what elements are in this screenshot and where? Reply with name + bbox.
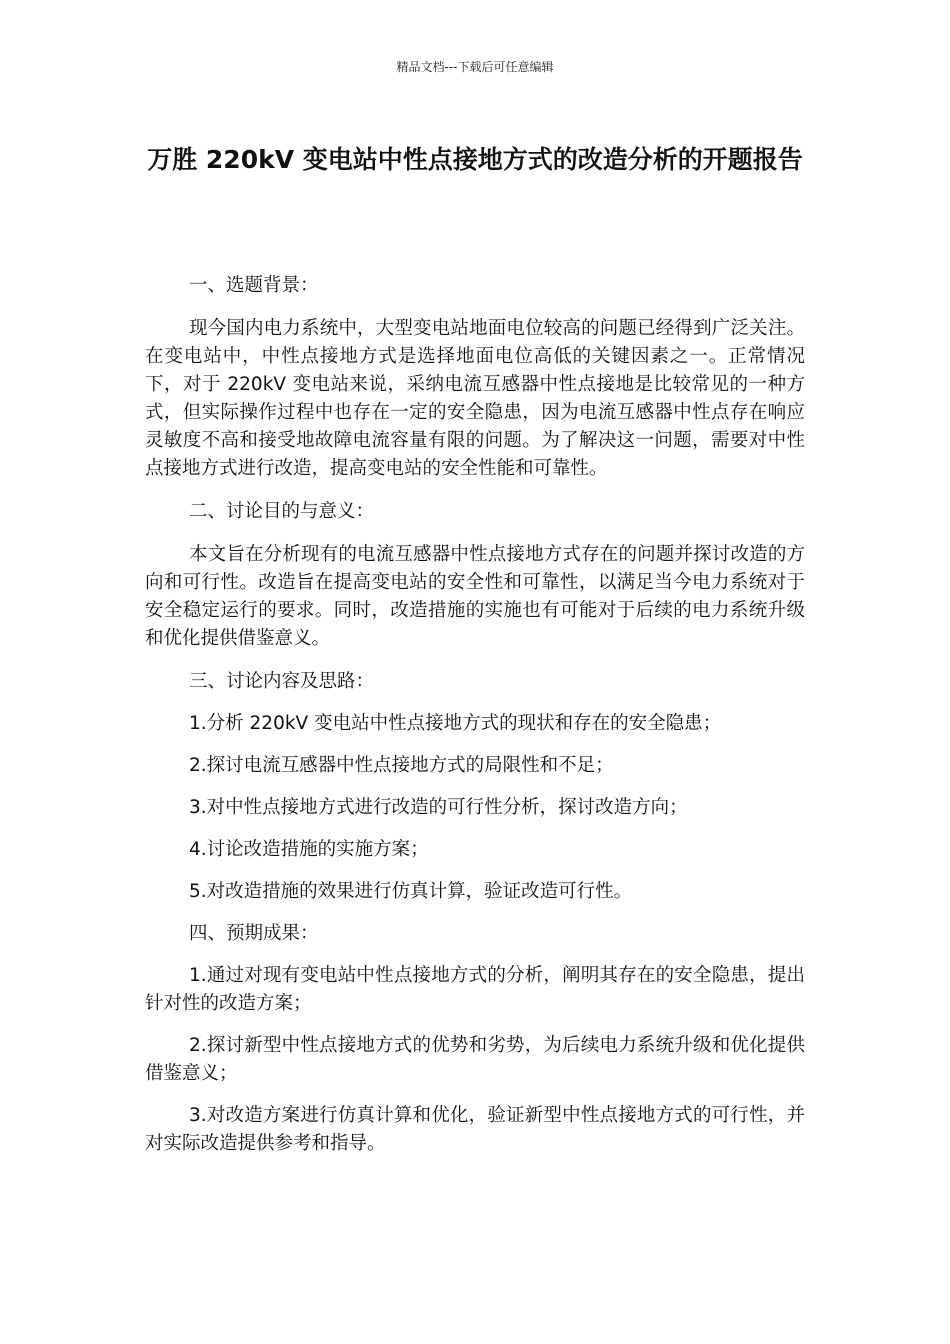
list-item-outcome-2: 2.探讨新型中性点接地方式的优势和劣势，为后续电力系统升级和优化提供借鉴意义； [145,1035,805,1084]
list-item-content-5: 5.对改造措施的效果进行仿真计算，验证改造可行性。 [189,881,633,902]
section-heading-background: 一、选题背景： [189,275,319,296]
section-heading-content: 三、讨论内容及思路： [189,671,375,692]
list-item-content-2: 2.探讨电流互感器中性点接地方式的局限性和不足； [189,755,614,776]
list-item-content-1: 1.分析 220kV 变电站中性点接地方式的现状和存在的安全隐患； [189,713,722,734]
page-header: 精品文档---下载后可任意编辑 [396,60,554,74]
list-item-outcome-1: 1.通过对现有变电站中性点接地方式的分析，阐明其存在的安全隐患，提出针对性的改造方案； [145,965,805,1014]
document-title: 万胜 220kV 变电站中性点接地方式的改造分析的开题报告 [147,145,803,174]
paragraph-background: 现今国内电力系统中，大型变电站地面电位较高的问题已经得到广泛关注。在变电站中，中性点接地方式是选择地面电位高低的关键因素之一。正常情况下，对于 220kV 变电站来说，采纳电流互感器中性点接地是比较常见的一种方式，但实际操作过程中也存在一定的安全隐患，因为电流互感器中性点存在响应灵敏度不高和接受地故障电流容量有限的问题。为了解决这一问题，需要对中性点接地方式进行改造，提高变电站的安全性能和可靠性。 [145,318,805,479]
section-heading-outcomes: 四、预期成果： [189,923,319,944]
section-heading-purpose: 二、讨论目的与意义： [189,501,375,522]
document-body [145,272,805,1158]
paragraph-purpose: 本文旨在分析现有的电流互感器中性点接地方式存在的问题并探讨改造的方向和可行性。改造旨在提高变电站的安全性和可靠性，以满足当今电力系统对于安全稳定运行的要求。同时，改造措施的实施也有可能对于后续的电力系统升级和优化提供借鉴意义。 [145,544,805,649]
list-item-content-4: 4.讨论改造措施的实施方案； [189,839,429,860]
list-item-outcome-3: 3.对改造方案进行仿真计算和优化，验证新型中性点接地方式的可行性，并对实际改造提供参考和指导。 [145,1105,805,1154]
list-item-content-3: 3.对中性点接地方式进行改造的可行性分析，探讨改造方向； [189,797,688,818]
